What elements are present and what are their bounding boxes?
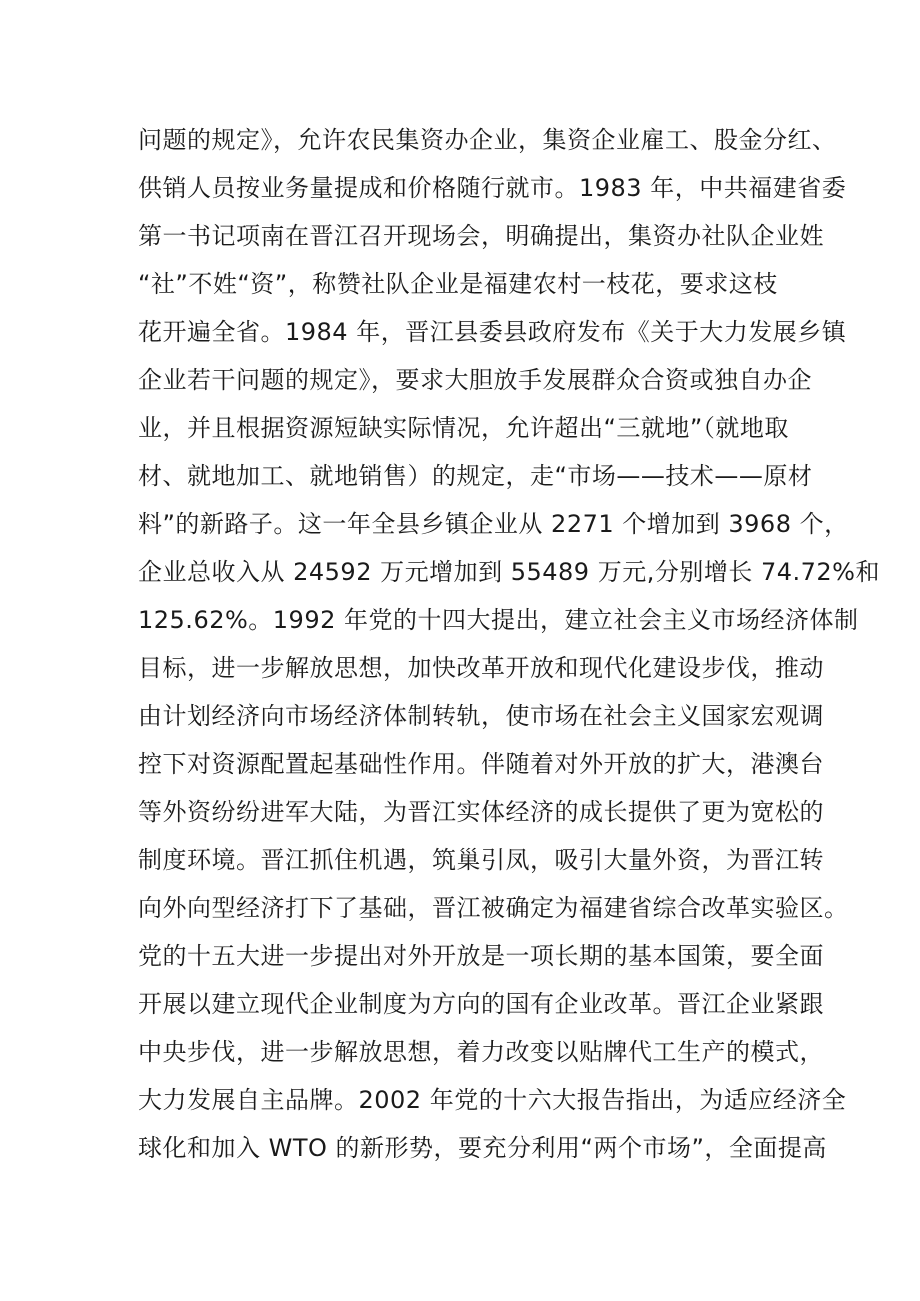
text-line: 供销人员按业务量提成和价格随行就市。1983 年，中共福建省委 [138,174,847,202]
text-line: 大力发展自主品牌。2002 年党的十六大报告指出，为适应经济全 [138,1086,847,1114]
text-line: 目标，进一步解放思想，加快改革开放和现代化建设步伐，推动 [138,654,824,682]
text-line: 等外资纷纷进军大陆，为晋江实体经济的成长提供了更为宽松的 [138,798,824,826]
body-text [138,116,880,1172]
text-line: 企业总收入从 24592 万元增加到 55489 万元,分别增长 74.72%和 [138,558,880,586]
text-line: 业，并且根据资源短缺实际情况，允许超出“三就地”（就地取 [138,414,789,442]
text-line: 开展以建立现代企业制度为方向的国有企业改革。晋江企业紧跟 [138,990,824,1018]
text-line: 第一书记项南在晋江召开现场会，明确提出，集资办社队企业姓 [138,222,824,250]
text-line: 问题的规定》，允许农民集资办企业，集资企业雇工、股金分红、 [138,126,837,154]
text-line: 材、就地加工、就地销售）的规定，走“市场——技术——原材 [138,462,813,490]
text-line: 控下对资源配置起基础性作用。伴随着对外开放的扩大，港澳台 [138,750,824,778]
text-line: 125.62%。1992 年党的十四大提出，建立社会主义市场经济体制 [138,606,859,634]
text-line: 料”的新路子。这一年全县乡镇企业从 2271 个增加到 3968 个， [138,510,849,538]
text-line: 中央步伐，进一步解放思想，着力改变以贴牌代工生产的模式， [138,1038,824,1066]
text-line: 向外向型经济打下了基础，晋江被确定为福建省综合改革实验区。 [138,894,849,922]
text-line: 球化和加入 WTO 的新形势，要充分利用“两个市场”，全面提高 [138,1134,827,1162]
text-line: 由计划经济向市场经济体制转轨，使市场在社会主义国家宏观调 [138,702,824,730]
text-line: 党的十五大进一步提出对外开放是一项长期的基本国策，要全面 [138,942,824,970]
text-line: 企业若干问题的规定》，要求大胆放手发展群众合资或独自办企 [138,366,812,394]
text-line: “社”不姓“资”，称赞社队企业是福建农村一枝花，要求这枝 [138,270,778,298]
text-line: 制度环境。晋江抓住机遇，筑巢引凤，吸引大量外资，为晋江转 [138,846,824,874]
text-line: 花开遍全省。1984 年，晋江县委县政府发布《关于大力发展乡镇 [138,318,847,346]
